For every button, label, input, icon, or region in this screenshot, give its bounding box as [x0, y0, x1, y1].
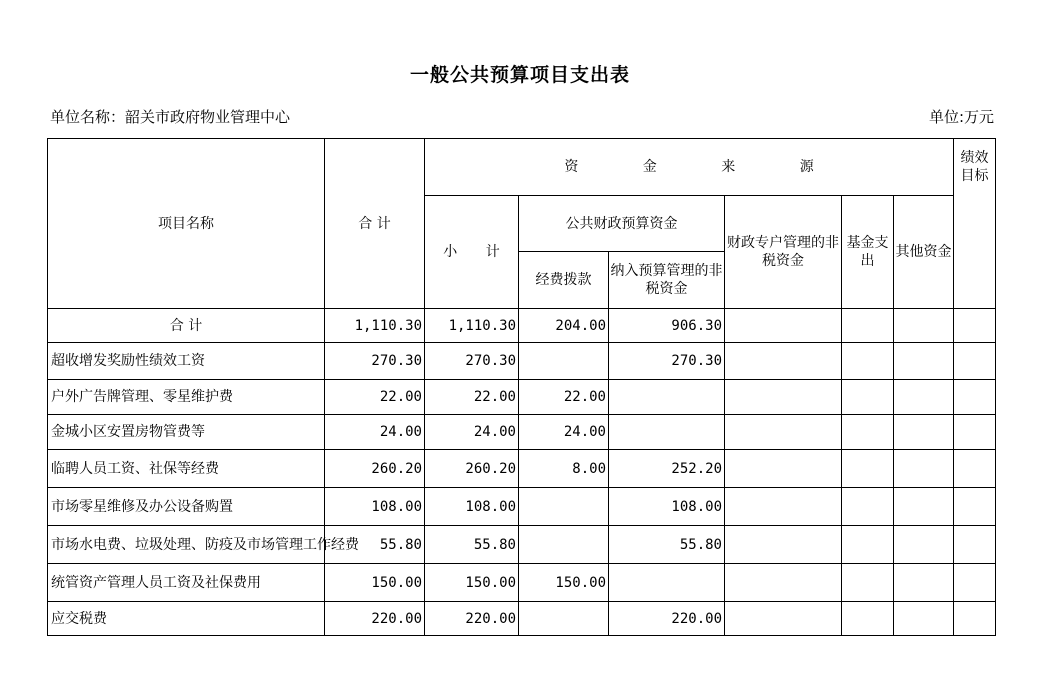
row-fiscal-special: [725, 526, 842, 564]
total-row-fiscal-special: [725, 309, 842, 343]
row-appropriation: 8.00: [519, 450, 609, 488]
table-row: [48, 488, 996, 526]
header-public-budget-funds: 公共财政预算资金: [519, 196, 725, 252]
unit-label: 单位:万元: [928, 108, 994, 126]
row-appropriation: [519, 488, 609, 526]
page-title: 一般公共预算项目支出表: [409, 64, 630, 86]
total-row-fund: [842, 309, 894, 343]
table-row: [48, 602, 996, 636]
row-non-tax: 270.30: [609, 343, 725, 380]
row-other: [894, 564, 954, 602]
row-appropriation: 24.00: [519, 415, 609, 450]
row-fund: [842, 450, 894, 488]
row-other: [894, 602, 954, 636]
header-funding-source: [425, 139, 954, 196]
row-subtotal: 108.00: [425, 488, 519, 526]
header-funding-source-text: 资 金 来 源: [564, 159, 844, 175]
row-other: [894, 343, 954, 380]
total-row: [48, 309, 996, 343]
row-name: 超收增发奖励性绩效工资: [48, 343, 325, 380]
row-performance: [954, 526, 996, 564]
row-total: 22.00: [325, 380, 425, 415]
row-fiscal-special: [725, 343, 842, 380]
row-other: [894, 450, 954, 488]
total-row-performance: [954, 309, 996, 343]
row-name: 金城小区安置房物管费等: [48, 415, 325, 450]
row-performance: [954, 415, 996, 450]
row-name: 统管资产管理人员工资及社保费用: [48, 564, 325, 602]
table-row: [48, 526, 996, 564]
header-subtotal: [425, 196, 519, 309]
header-fiscal-special-account: 财政专户管理的非税资金: [725, 196, 842, 309]
row-fund: [842, 602, 894, 636]
total-row-total: 1,110.30: [325, 309, 425, 343]
row-performance: [954, 602, 996, 636]
row-total: 150.00: [325, 564, 425, 602]
total-row-subtotal: 1,110.30: [425, 309, 519, 343]
row-appropriation: [519, 343, 609, 380]
row-subtotal: 22.00: [425, 380, 519, 415]
table-row: [48, 343, 996, 380]
row-subtotal: 150.00: [425, 564, 519, 602]
row-subtotal: 55.80: [425, 526, 519, 564]
row-name: 应交税费: [48, 602, 325, 636]
total-row-other: [894, 309, 954, 343]
row-fund: [842, 343, 894, 380]
row-appropriation: [519, 526, 609, 564]
row-fiscal-special: [725, 602, 842, 636]
header-performance-target: 绩效目标: [954, 139, 996, 309]
row-other: [894, 488, 954, 526]
header-fund-expenditure: 基金支出: [842, 196, 894, 309]
row-total: 55.80: [325, 526, 425, 564]
row-total: 270.30: [325, 343, 425, 380]
total-row-label: 合 计: [48, 309, 325, 343]
header-total: 合 计: [325, 139, 425, 309]
row-non-tax: 252.20: [609, 450, 725, 488]
row-fiscal-special: [725, 488, 842, 526]
row-subtotal: 260.20: [425, 450, 519, 488]
row-performance: [954, 488, 996, 526]
row-fund: [842, 488, 894, 526]
row-fiscal-special: [725, 380, 842, 415]
row-appropriation: [519, 602, 609, 636]
row-fund: [842, 564, 894, 602]
row-performance: [954, 564, 996, 602]
row-performance: [954, 380, 996, 415]
row-fund: [842, 415, 894, 450]
row-performance: [954, 343, 996, 380]
row-subtotal: 24.00: [425, 415, 519, 450]
row-total: 260.20: [325, 450, 425, 488]
row-other: [894, 526, 954, 564]
row-other: [894, 415, 954, 450]
row-fiscal-special: [725, 415, 842, 450]
row-total: 220.00: [325, 602, 425, 636]
table-row: [48, 450, 996, 488]
header-non-tax-in-budget: 纳入预算管理的非税资金: [609, 252, 725, 309]
header-appropriation: 经费拨款: [519, 252, 609, 309]
table-row: [48, 380, 996, 415]
row-name: 市场水电费、垃圾处理、防疫及市场管理工作经费: [48, 526, 325, 564]
row-appropriation: 150.00: [519, 564, 609, 602]
row-other: [894, 380, 954, 415]
row-total: 108.00: [325, 488, 425, 526]
header-project-name: 项目名称: [48, 139, 325, 309]
row-total: 24.00: [325, 415, 425, 450]
row-subtotal: 220.00: [425, 602, 519, 636]
row-fiscal-special: [725, 564, 842, 602]
total-row-appropriation: 204.00: [519, 309, 609, 343]
table-row: [48, 564, 996, 602]
row-non-tax: [609, 564, 725, 602]
row-fund: [842, 380, 894, 415]
row-subtotal: 270.30: [425, 343, 519, 380]
row-performance: [954, 450, 996, 488]
row-name: 户外广告牌管理、零星维护费: [48, 380, 325, 415]
unit-name-label: 单位名称：韶关市政府物业管理中心: [50, 108, 291, 126]
row-non-tax: [609, 415, 725, 450]
header-subtotal-text: 小 计: [443, 244, 512, 260]
table-row: [48, 415, 996, 450]
row-appropriation: 22.00: [519, 380, 609, 415]
row-name: 临聘人员工资、社保等经费: [48, 450, 325, 488]
total-row-non-tax: 906.30: [609, 309, 725, 343]
row-fund: [842, 526, 894, 564]
header-other-funds: 其他资金: [894, 196, 954, 309]
row-name: 市场零星维修及办公设备购置: [48, 488, 325, 526]
row-non-tax: 220.00: [609, 602, 725, 636]
row-non-tax: 108.00: [609, 488, 725, 526]
row-fiscal-special: [725, 450, 842, 488]
expenditure-table: [47, 138, 996, 636]
row-non-tax: 55.80: [609, 526, 725, 564]
row-non-tax: [609, 380, 725, 415]
